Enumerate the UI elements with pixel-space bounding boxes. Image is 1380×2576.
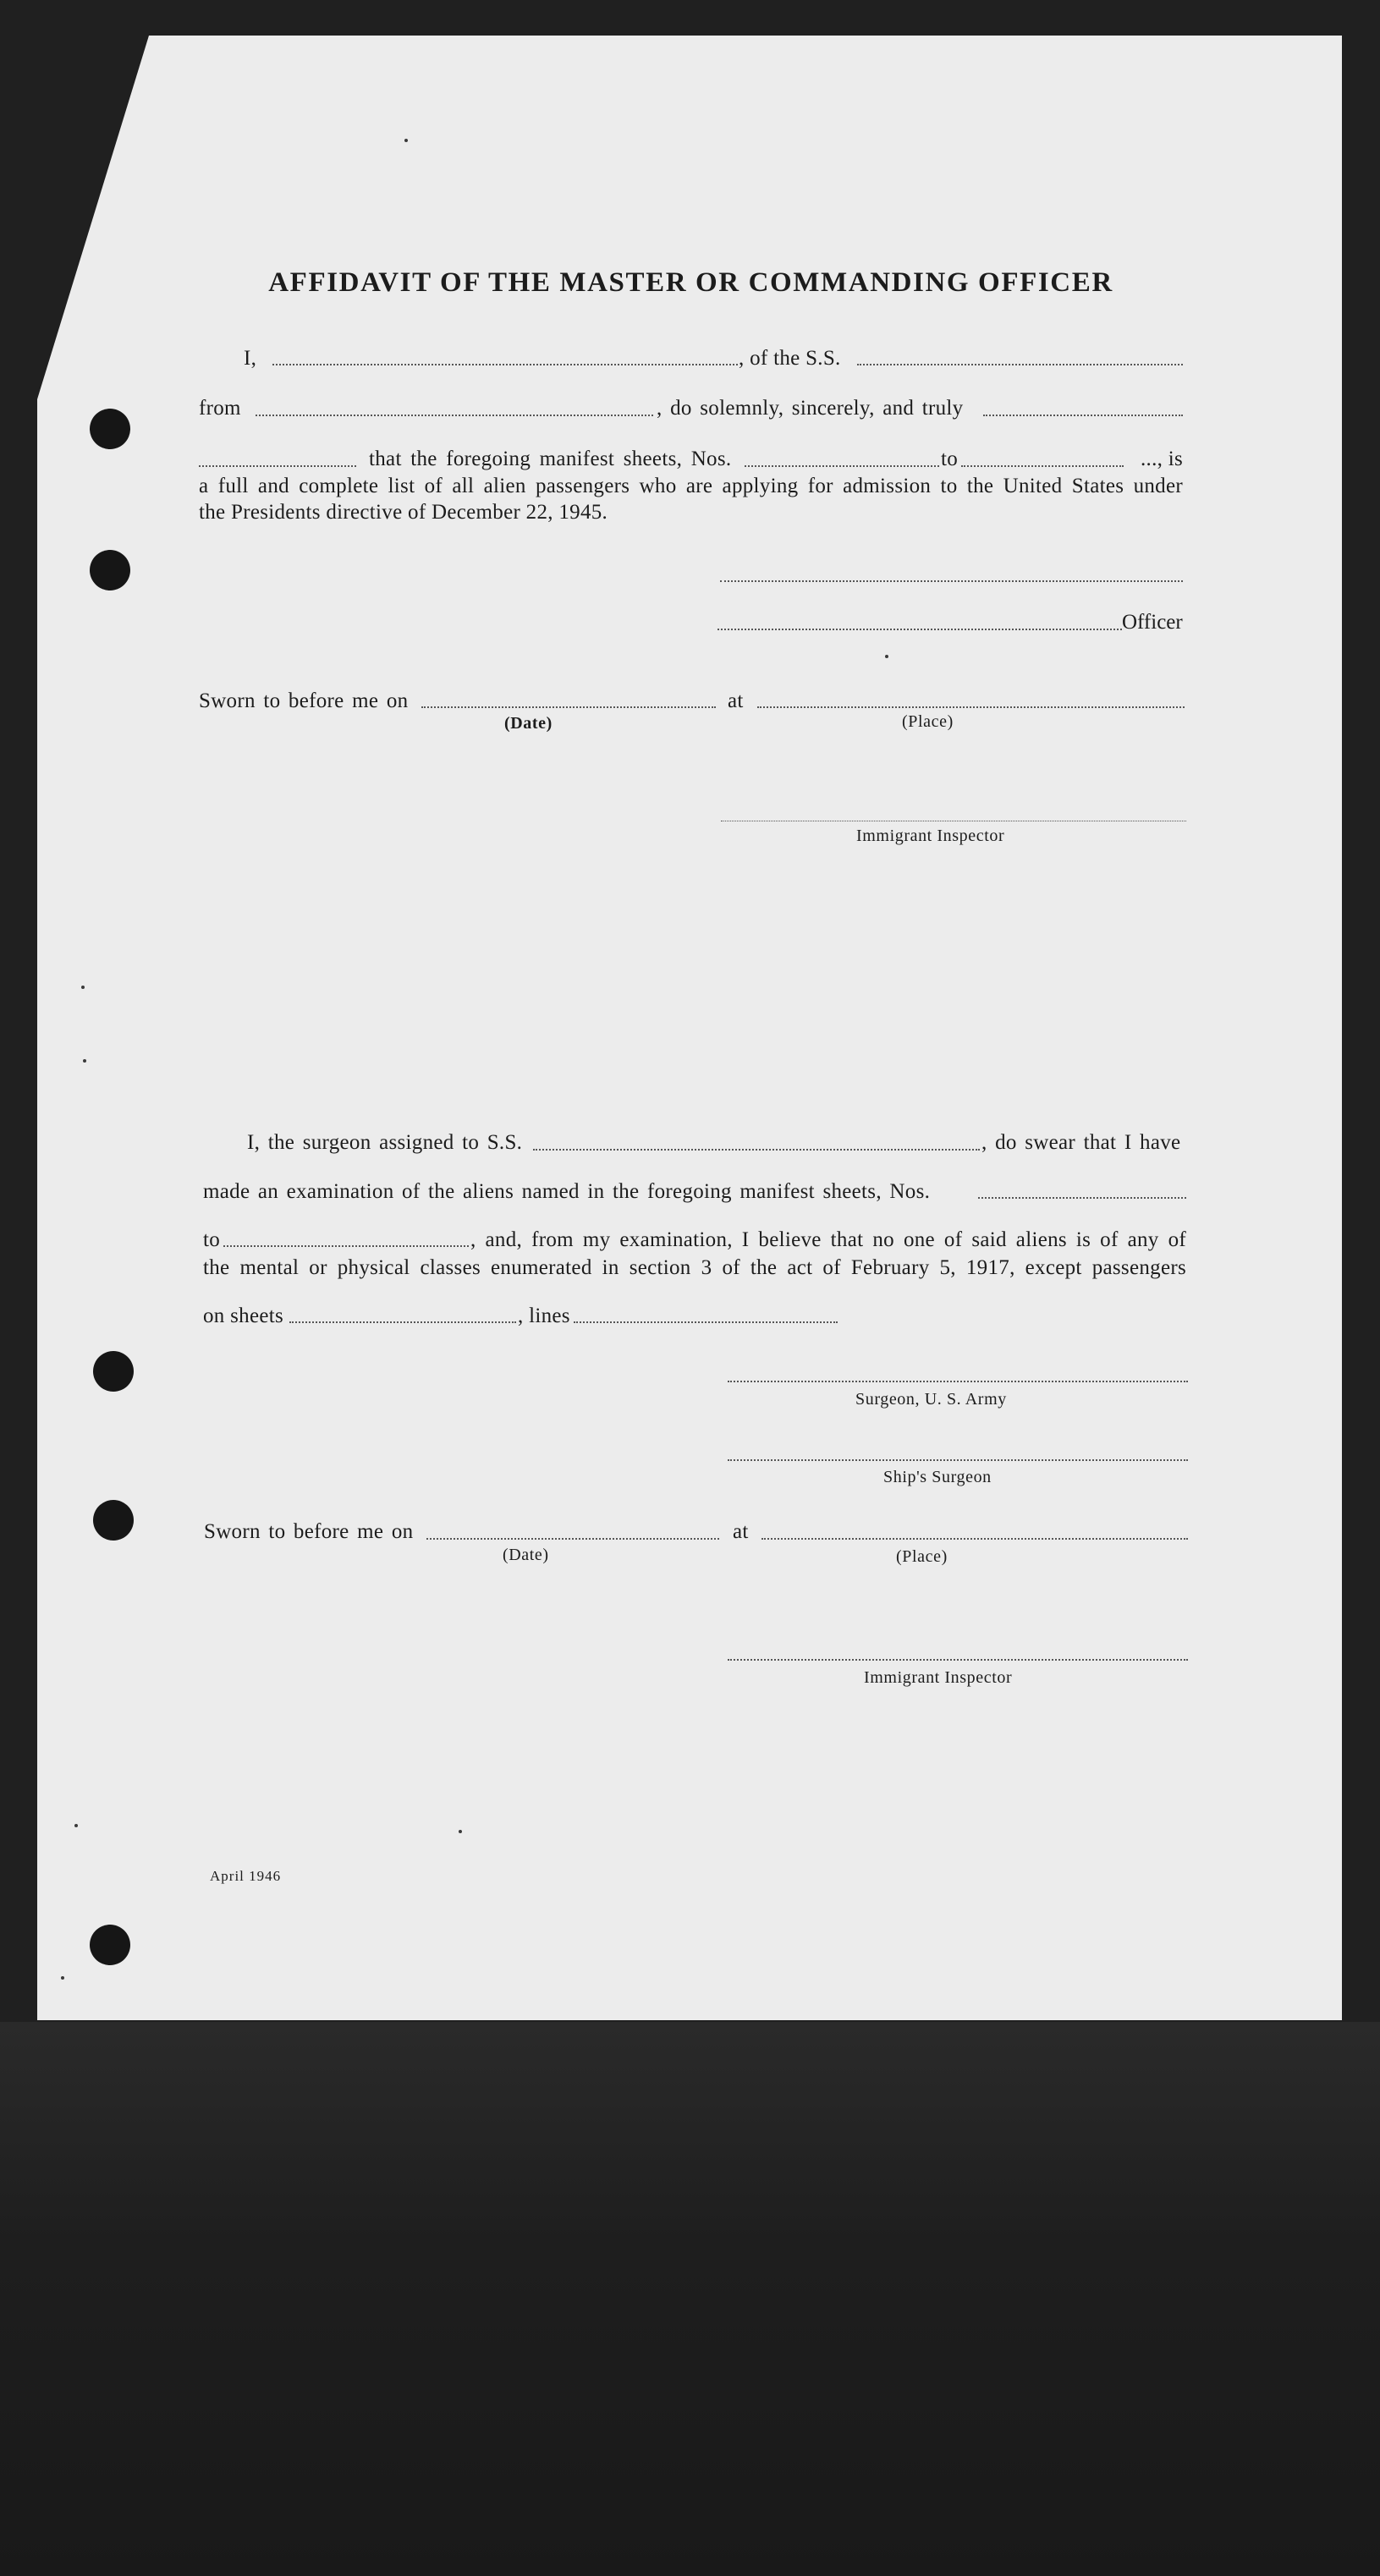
master-port-field[interactable] [256, 415, 653, 416]
master-from-label: from [199, 397, 241, 420]
master-solemnly-label: , do solemnly, sincerely, and truly [657, 397, 964, 420]
master-ship-name-field[interactable] [857, 364, 1183, 365]
army-surgeon-caption: Surgeon, U. S. Army [855, 1390, 1007, 1409]
master-officer-field[interactable] [717, 629, 1122, 630]
master-at-label: at [728, 689, 744, 712]
surgeon-i-label: I, the surgeon assigned to S.S. [247, 1131, 523, 1154]
punch-hole [93, 1500, 134, 1541]
master-sworn-place-field[interactable] [757, 706, 1185, 708]
master-directive-line: the Presidents directive of December 22, 1945. [199, 501, 608, 524]
army-surgeon-signature-field[interactable] [728, 1381, 1188, 1382]
affidavit-page [37, 36, 1342, 2020]
punch-hole [93, 1351, 134, 1392]
master-signature-field[interactable] [720, 580, 1183, 582]
master-i-label: I, [244, 347, 257, 370]
punch-hole [90, 550, 130, 590]
scan-speck [74, 1824, 78, 1827]
surgeon-place-caption: (Place) [896, 1547, 948, 1566]
surgeon-sworn-date-field[interactable] [426, 1538, 719, 1540]
master-to-label: to [941, 448, 959, 470]
punch-hole [90, 409, 130, 449]
surgeon-to-label: to [203, 1228, 221, 1251]
affidavit-title: AFFIDAVIT OF THE MASTER OR COMMANDING OFFICER [268, 267, 1113, 298]
master-sheet-to-field[interactable] [961, 465, 1124, 467]
master-is-label: ..., is [1140, 448, 1183, 470]
master-statement-line: a full and complete list of all alien passengers who are applying for admission to the United States under [199, 475, 1183, 497]
master-that-label: that the foregoing manifest sheets, Nos. [369, 448, 732, 470]
ships-surgeon-caption: Ship's Surgeon [883, 1468, 992, 1486]
surgeon-belief-line: , and, from my examination, I believe that no one of said aliens is of any of [470, 1228, 1186, 1251]
surgeon-lines-label: , lines [518, 1304, 570, 1327]
surgeon-at-label: at [733, 1520, 749, 1543]
master-of-ss-label: , of the S.S. [739, 347, 841, 370]
surgeon-sworn-place-field[interactable] [761, 1538, 1188, 1540]
master-oath-field[interactable] [983, 415, 1183, 416]
surgeon-sheet-to-field[interactable] [223, 1245, 469, 1247]
master-sworn-date-field[interactable] [421, 706, 716, 708]
surgeon-on-sheets-label: on sheets [203, 1304, 284, 1327]
surgeon-except-lines-field[interactable] [574, 1321, 838, 1323]
surgeon-examination-line: made an examination of the aliens named in the foregoing manifest sheets, Nos. [203, 1180, 931, 1203]
master-place-caption: (Place) [902, 712, 954, 731]
scanner-backdrop [0, 2022, 1380, 2576]
surgeon-sworn-label: Sworn to before me on [204, 1520, 414, 1543]
scan-speck [459, 1830, 462, 1833]
scan-speck [885, 655, 888, 658]
surgeon-sheet-from-field[interactable] [978, 1197, 1186, 1199]
scan-speck [61, 1976, 64, 1980]
surgeon-ship-name-field[interactable] [533, 1149, 980, 1151]
master-sworn-label: Sworn to before me on [199, 689, 409, 712]
surgeon-swear-label: , do swear that I have [981, 1131, 1181, 1154]
scan-speck [83, 1059, 86, 1063]
form-date: April 1946 [210, 1868, 282, 1884]
surgeon-date-caption: (Date) [503, 1546, 549, 1564]
ships-surgeon-signature-field[interactable] [728, 1459, 1188, 1461]
master-declare-field[interactable] [199, 465, 356, 467]
punch-hole [90, 1925, 130, 1965]
master-date-caption: (Date) [504, 714, 553, 733]
master-name-field[interactable] [272, 364, 738, 365]
master-inspector-caption: Immigrant Inspector [856, 827, 1005, 845]
master-sheet-from-field[interactable] [745, 465, 939, 467]
scan-speck [81, 986, 85, 989]
scan-speck [404, 139, 408, 142]
surgeon-inspector-signature-field[interactable] [728, 1659, 1188, 1661]
officer-label: Officer [1122, 611, 1183, 634]
surgeon-except-sheets-field[interactable] [289, 1321, 516, 1323]
surgeon-classes-line: the mental or physical classes enumerated in section 3 of the act of February 5, 1917, except passengers [203, 1256, 1186, 1279]
surgeon-inspector-caption: Immigrant Inspector [864, 1668, 1013, 1687]
